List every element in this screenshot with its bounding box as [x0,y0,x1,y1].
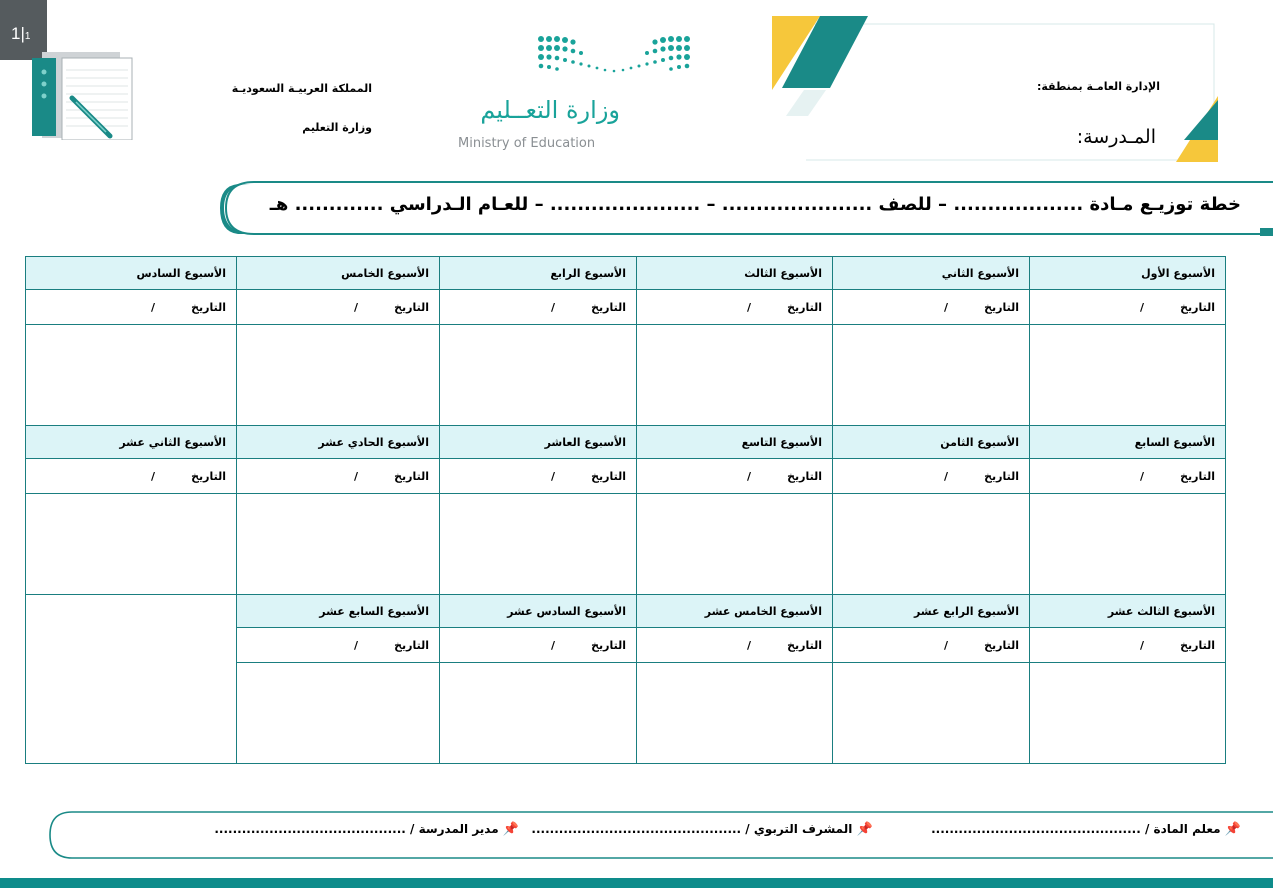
region-label: الإدارة العامـة بمنطقة: [1036,80,1160,93]
week-content-cell[interactable] [833,663,1030,764]
week-title: الأسبوع السابع عشر [237,595,440,628]
content-row [26,325,1226,426]
week-content-cell[interactable] [237,494,440,595]
pin-icon: 📌 [1224,822,1241,837]
week-content-cell[interactable] [637,663,833,764]
ministry-logo-arabic: وزارة التعــليم [480,96,620,124]
date-cell[interactable]: التاريخ/ [833,290,1030,325]
week-content-cell[interactable] [237,663,440,764]
week-content-cell[interactable] [440,494,637,595]
content-row [26,494,1226,595]
supervisor-signature[interactable]: المشرف التربوي / .............................................. [531,822,853,836]
date-cell[interactable]: التاريخ/ [1030,628,1226,663]
week-content-cell[interactable] [833,494,1030,595]
week-content-cell[interactable] [637,494,833,595]
date-cell[interactable]: التاريخ/ [26,459,237,494]
week-title: الأسبوع الثالث [637,257,833,290]
week-content-cell[interactable] [237,325,440,426]
date-cell[interactable]: التاريخ/ [637,290,833,325]
week-content-cell[interactable] [833,325,1030,426]
week-title: الأسبوع الثالث عشر [1030,595,1226,628]
date-cell[interactable]: التاريخ/ [26,290,237,325]
week-title: الأسبوع السادس عشر [440,595,637,628]
bottom-strip [0,878,1273,888]
ministry-label: وزارة التعليم [302,121,372,134]
date-cell[interactable]: التاريخ/ [1030,459,1226,494]
principal-signature[interactable]: مدير المدرسة / .......................................... [214,822,499,836]
kingdom-label: المملكة العربيـة السعوديـة [231,82,372,95]
date-cell[interactable]: التاريخ/ [637,459,833,494]
week-title: الأسبوع العاشر [440,426,637,459]
date-cell[interactable]: التاريخ/ [1030,290,1226,325]
week-title: الأسبوع السابع [1030,426,1226,459]
school-label: المـدرسة: [1076,126,1156,148]
week-title: الأسبوع الخامس عشر [637,595,833,628]
week-title: الأسبوع الرابع عشر [833,595,1030,628]
week-content-cell[interactable] [1030,663,1226,764]
date-cell[interactable]: التاريخ/ [440,290,637,325]
week-title: الأسبوع الثاني عشر [26,426,237,459]
ministry-logo-english: Ministry of Education [458,136,596,151]
week-title: الأسبوع الأول [1030,257,1226,290]
date-cell[interactable]: التاريخ/ [237,459,440,494]
week-content-cell[interactable] [1030,494,1226,595]
date-cell[interactable]: التاريخ/ [833,628,1030,663]
week-header-row [26,426,1226,459]
week-title: الأسبوع الحادي عشر [237,426,440,459]
page-number-badge: 1|1 [0,0,47,60]
date-row [26,459,1226,494]
pin-icon: 📌 [502,822,520,837]
date-cell[interactable]: التاريخ/ [833,459,1030,494]
teacher-signature[interactable]: معلم المادة / .............................................. [931,822,1221,836]
date-cell[interactable]: التاريخ/ [440,628,637,663]
notebook-pen-icon [32,46,134,140]
empty-cell [26,595,237,764]
date-cell[interactable]: التاريخ/ [237,628,440,663]
week-content-cell[interactable] [26,325,237,426]
date-cell[interactable]: التاريخ/ [637,628,833,663]
week-header-row [26,595,1226,628]
week-title: الأسبوع التاسع [637,426,833,459]
week-title: الأسبوع الثامن [833,426,1030,459]
pin-icon: 📌 [856,822,873,837]
week-header-row [26,257,1226,290]
weekly-plan-table [25,256,1226,764]
week-content-cell[interactable] [1030,325,1226,426]
week-content-cell[interactable] [26,494,237,595]
week-title: الأسبوع السادس [26,257,237,290]
date-cell[interactable]: التاريخ/ [440,459,637,494]
week-title: الأسبوع الثاني [833,257,1030,290]
date-cell[interactable]: التاريخ/ [237,290,440,325]
signature-line [75,822,1241,837]
week-title: الأسبوع الخامس [237,257,440,290]
week-content-cell[interactable] [637,325,833,426]
week-title: الأسبوع الرابع [440,257,637,290]
plan-title: خطة توزيـع مـادة ................... – للصف ...................... – ...................... – للعـام الـدراسي ............. هـ [269,194,1241,215]
date-row [26,290,1226,325]
week-content-cell[interactable] [440,663,637,764]
week-content-cell[interactable] [440,325,637,426]
